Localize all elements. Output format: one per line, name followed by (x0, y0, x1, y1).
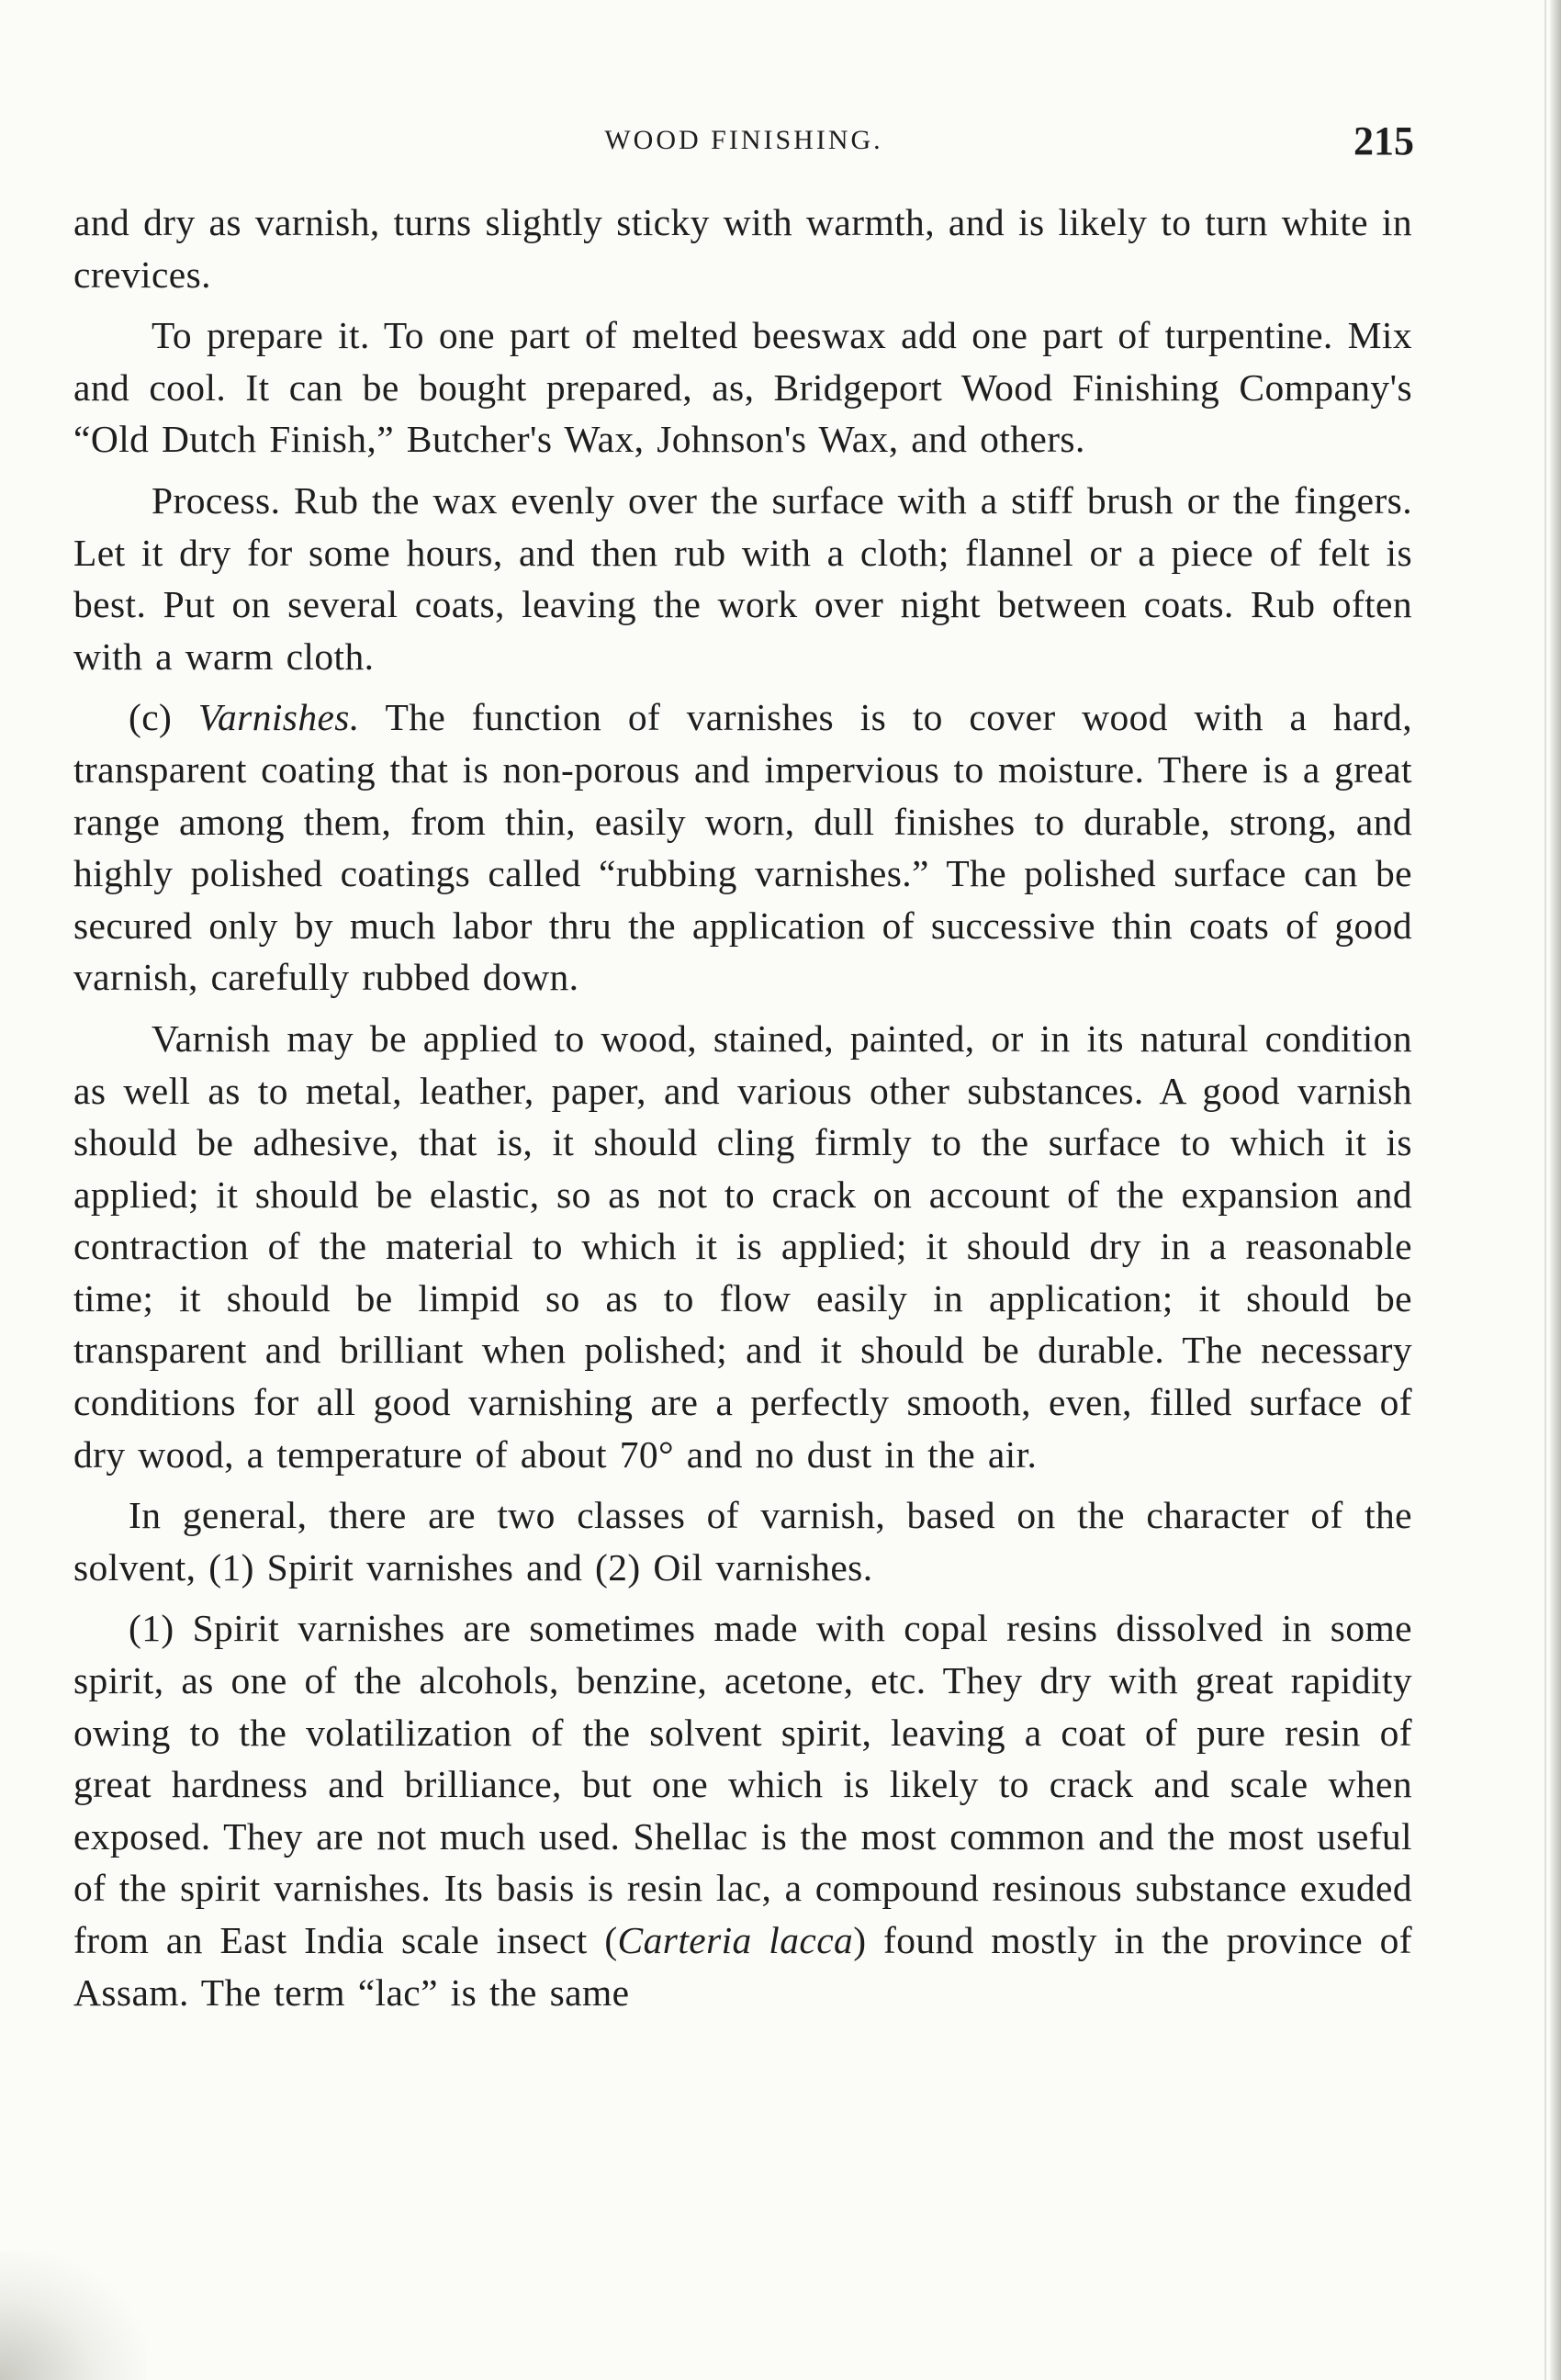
section-text: The function of varnishes is to cover wood with a hard, transparent coating that is non-porous and impervious to moisture. There is a great range among them, from thin, easily worn, dull finishes to durable, strong, and highly polished coatings called “rubbing varnishes.” The polished surface can be secured only by much labor thru the application of successive thin coats of good varnish, carefully rubbed down. (73, 696, 1412, 999)
section-title: Varnishes. (197, 696, 360, 739)
paragraph-continuation: and dry as varnish, turns slightly sticky with warmth, and is likely to turn white in crevices. (73, 201, 1412, 296)
running-head: WOOD FINISHING. (604, 125, 883, 155)
paragraph-varnishes (73, 691, 1412, 1004)
page-number: 215 (1353, 118, 1414, 163)
paragraph-classes: In general, there are two classes of varnish, based on the character of the solvent, (1) Spirit varnishes and (2) Oil varnishes. (73, 1494, 1412, 1589)
paragraph-varnish-properties: Varnish may be applied to wood, stained, painted, or in its natural condition as well as to metal, leather, paper, and various other substances. A good varnish should be adhesive, that is, it should cling firmly to the surface to which it is applied; it should be elastic, so as not to crack on account of the expansion and contraction of the material to which it is applied; it should dry in a reasonable time; it should be limpid so as to flow easily in application; it should be transparent and brilliant when polished; and it should be durable. The necessary conditions for all good varnishing are a perfectly smooth, even, filled surface of dry wood, a temperature of about 70° and no dust in the air. (73, 1016, 1412, 1476)
paragraph-prepare: To prepare it. To one part of melted beeswax add one part of turpentine. Mix and cool. It can be bought prepared, as, Bridgeport Wood Finishing Company's “Old Dutch Finish,” Butcher's Wax, Johnson's Wax, and others. (73, 314, 1412, 461)
page-header (73, 118, 1414, 173)
species-name: Carteria lacca (617, 1919, 854, 1961)
page-edge (1550, 0, 1561, 2380)
spirit-text-b: ) found mostly in the province of Assam. The term “lac” is the same (73, 1919, 1412, 2014)
section-label: (c) (129, 696, 173, 739)
spirit-text-a: (1) Spirit varnishes are sometimes made with copal resins dissolved in some spirit, as one of the alcohols, benzine, acetone, etc. They dry with great rapidity owing to the volatilization of the solvent spirit, leaving a coat of pure resin of great hardness and brilliance, but one which is likely to crack and scale when exposed. They are not much used. Shellac is the most common and the most useful of the spirit varnishes. Its basis is resin lac, a compound resinous substance exuded from an East India scale insect ( (73, 1607, 1412, 1961)
body-text (73, 196, 1412, 2018)
paragraph-spirit-varnishes (73, 1602, 1412, 2018)
paragraph-process: Process. Rub the wax evenly over the surface with a stiff brush or the fingers. Let it dry for some hours, and then rub with a cloth; flannel or a piece of felt is best. Put on several coats, leaving the work over night between coats. Rub often with a warm cloth. (73, 478, 1412, 678)
scan-smudge (0, 2251, 147, 2380)
